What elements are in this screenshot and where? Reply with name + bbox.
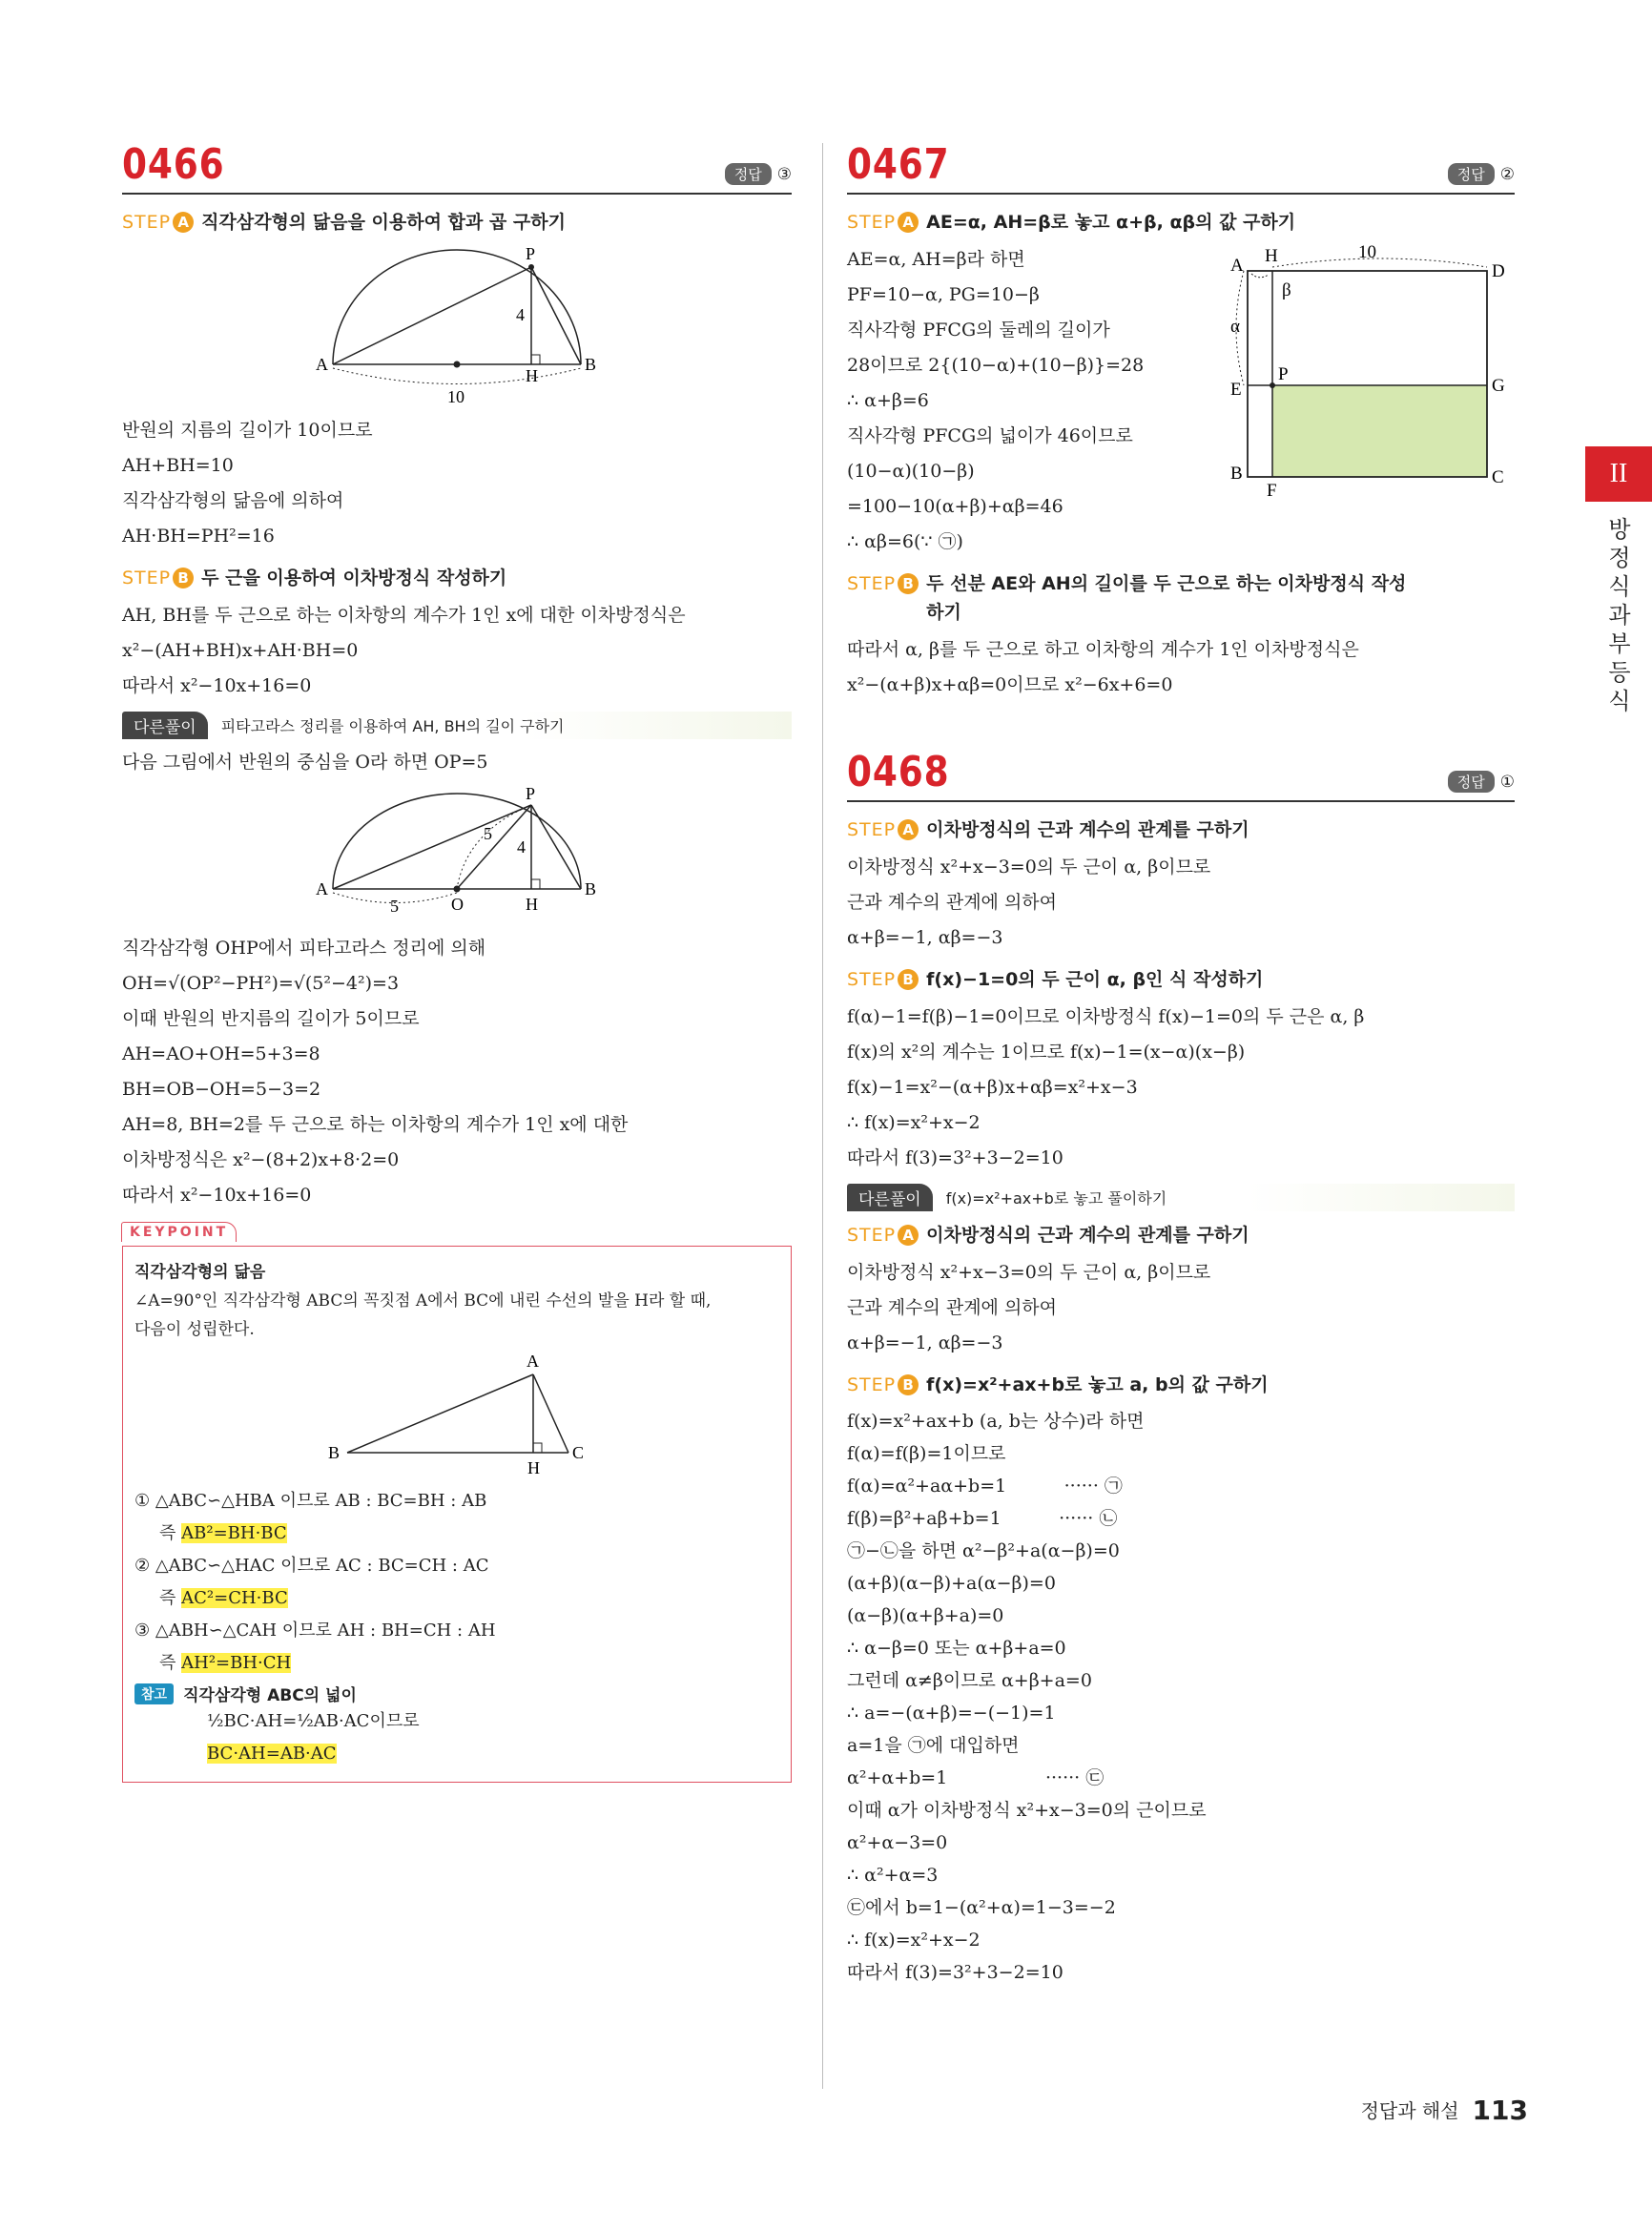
step-letter: A: [173, 212, 194, 233]
text-line: 따라서 α, β를 두 근으로 하고 이차항의 계수가 1인 이차방정식은: [847, 639, 1359, 660]
answer-value: ①: [1499, 773, 1515, 792]
text-line: 따라서 f(3)=3²+3−2=10: [847, 1147, 1063, 1168]
text-line: (α+β)(α−β)+a(α−β)=0: [847, 1573, 1056, 1594]
step-title: 이차방정식의 근과 계수의 관계를 구하기: [926, 1225, 1249, 1246]
keypoint-item: ① △ABC∽△HBA 이므로 AB : BC=BH : AB: [134, 1491, 487, 1511]
label-4: 4: [516, 305, 525, 324]
text-line: 이차방정식 x²+x−3=0의 두 근이 α, β이므로: [847, 1262, 1211, 1283]
page-footer: [1361, 2095, 1528, 2126]
text-line: ∴ αβ=6(∵ ㉠): [847, 531, 963, 552]
step-a: [847, 208, 1515, 237]
label-4: 4: [517, 837, 526, 857]
keypoint-tag: KEYPOINT: [121, 1222, 237, 1242]
text-line: x²−(AH+BH)x+AH·BH=0: [122, 640, 359, 661]
note: [134, 1682, 779, 1705]
text-line: 28이므로 2{(10−α)+(10−β)}=28: [847, 355, 1145, 376]
keypoint-item: ③ △ABH∽△CAH 이므로 AH : BH=CH : AH: [134, 1621, 496, 1641]
step-tag: STEP: [847, 573, 897, 594]
chapter-tab: II: [1585, 446, 1652, 502]
note-title: 직각삼각형 ABC의 넓이: [183, 1686, 357, 1705]
keypoint-desc: 다음이 성립한다.: [134, 1320, 255, 1339]
step-title: AE=α, AH=β로 놓고 α+β, αβ의 값 구하기: [926, 212, 1296, 233]
label-g: G: [1492, 376, 1505, 396]
label-a: A: [316, 879, 328, 898]
problem-0468: [847, 741, 1515, 1989]
step-title: f(x)=x²+ax+b로 놓고 a, b의 값 구하기: [926, 1374, 1269, 1395]
step-title: f(x)−1=0의 두 근이 α, β인 식 작성하기: [926, 969, 1264, 990]
answer-badge: 정답: [1448, 163, 1495, 185]
keypoint-item-result: [134, 1647, 779, 1680]
alt-tag: 다른풀이: [122, 712, 208, 739]
problem-number: 0468: [847, 748, 950, 796]
label-h: H: [526, 366, 538, 385]
text-line: (α−β)(α+β+a)=0: [847, 1605, 1004, 1626]
step-tag: STEP: [847, 819, 897, 840]
text-line: f(α)=f(β)=1이므로: [847, 1443, 1006, 1464]
text-line: 그런데 α≠β이므로 α+β+a=0: [847, 1670, 1092, 1691]
right-triangle-figure: [319, 1348, 595, 1481]
label-f: F: [1267, 481, 1277, 500]
text-line: 따라서 f(3)=3²+3−2=10: [847, 1962, 1063, 1983]
label-d: D: [1492, 261, 1505, 281]
text-line: 직각삼각형의 닮음에 의하여: [122, 490, 344, 511]
label-5b: 5: [484, 824, 492, 843]
solution-with-figure: [847, 242, 1515, 560]
step-a: [847, 1221, 1515, 1249]
text-line: f(α)−1=f(β)−1=0이므로 이차방정식 f(x)−1=0의 두 근은 α, β: [847, 1006, 1365, 1027]
step-title: 직각삼각형의 닮음을 이용하여 합과 곱 구하기: [201, 212, 566, 233]
text-line: α²+α+b=1 ······ ㉢: [847, 1767, 1105, 1788]
label-10: 10: [447, 387, 465, 406]
label-p: P: [526, 784, 536, 803]
step-title: 두 근을 이용하여 이차방정식 작성하기: [201, 568, 507, 588]
label-h: H: [527, 1458, 540, 1477]
problem-header: [847, 134, 1515, 195]
text-line: 직사각형 PFCG의 둘레의 길이가: [847, 320, 1110, 341]
problem-header: [122, 134, 792, 195]
text-line: (10−α)(10−β): [847, 461, 975, 482]
text-line: PF=10−α, PG=10−β: [847, 284, 1040, 305]
keypoint-item: ② △ABC∽△HAC 이므로 AC : BC=CH : AC: [134, 1556, 489, 1576]
text-line: 근과 계수의 관계에 의하여: [847, 1297, 1058, 1318]
step-letter: B: [898, 1374, 919, 1395]
answer: [1448, 163, 1515, 185]
label-5a: 5: [390, 897, 399, 916]
step-b: [122, 564, 792, 592]
text-line: 이차방정식은 x²−(8+2)x+8·2=0: [122, 1149, 400, 1170]
prefix: 즉: [159, 1523, 182, 1543]
text-line: f(α)=α²+aα+b=1 ······ ㉠: [847, 1476, 1123, 1497]
text-line: ∴ f(x)=x²+x−2: [847, 1930, 981, 1951]
prefix: 즉: [159, 1588, 182, 1608]
label-c: C: [1492, 467, 1504, 487]
text-line: 이차방정식 x²+x−3=0의 두 근이 α, β이므로: [847, 857, 1211, 878]
label-o: O: [451, 895, 464, 914]
problem-header: [847, 741, 1515, 802]
text-line: f(x)=x²+ax+b (a, b는 상수)라 하면: [847, 1411, 1145, 1432]
alternative-solution: [847, 1184, 1515, 1211]
text-line: x²−(α+β)x+αβ=0이므로 x²−6x+6=0: [847, 674, 1173, 695]
text-line: AH=AO+OH=5+3=8: [122, 1043, 320, 1064]
label-b: B: [328, 1443, 341, 1462]
note-line: ½BC·AH=½AB·AC이므로: [207, 1711, 420, 1731]
step-tag: STEP: [122, 212, 172, 233]
text-line: 근과 계수의 관계에 의하여: [847, 892, 1058, 913]
text-line: 이때 α가 이차방정식 x²+x−3=0의 근이므로: [847, 1800, 1207, 1821]
label-a: A: [1230, 256, 1244, 276]
right-column: [847, 134, 1515, 1989]
problem-0466: [122, 134, 792, 1783]
text-line: AH, BH를 두 근으로 하는 이차항의 계수가 1인 x에 대한 이차방정식은: [122, 605, 686, 626]
problem-0467: [847, 134, 1515, 703]
text-line: ∴ f(x)=x²+x−2: [847, 1112, 981, 1133]
step-b: [847, 569, 1515, 627]
answer-value: ③: [776, 165, 792, 184]
keypoint-item-result: [134, 1518, 779, 1550]
text-line: f(x)의 x²의 계수는 1이므로 f(x)−1=(x−α)(x−β): [847, 1042, 1246, 1063]
highlight: AC²=CH·BC: [181, 1588, 288, 1608]
text-line: =100−10(α+β)+αβ=46: [847, 496, 1063, 517]
column-divider: [822, 143, 823, 2089]
text-line: AH=8, BH=2를 두 근으로 하는 이차항의 계수가 1인 x에 대한: [122, 1114, 629, 1135]
step-letter: A: [898, 212, 919, 233]
text-line: 따라서 x²−10x+16=0: [122, 675, 312, 696]
text-line: α²+α−3=0: [847, 1832, 948, 1853]
alternative-solution: [122, 712, 792, 739]
text-line: 반원의 지름의 길이가 10이므로: [122, 420, 373, 441]
answer-value: ②: [1499, 165, 1515, 184]
text-line: 다음 그림에서 반원의 중심을 O라 하면 OP=5: [122, 752, 488, 773]
label-e: E: [1230, 380, 1242, 400]
note-line: [134, 1738, 779, 1770]
label-h: H: [1265, 246, 1278, 266]
step-tag: STEP: [847, 969, 897, 990]
semicircle-figure-2: [314, 784, 600, 927]
text-line: ∴ a=−(α+β)=−(−1)=1: [847, 1703, 1056, 1724]
text-line: ∴ α²+α=3: [847, 1865, 939, 1886]
alt-title: f(x)=x²+ax+b로 놓고 풀이하기: [945, 1189, 1167, 1208]
solution-text: [847, 242, 1229, 560]
keypoint-box: [122, 1225, 792, 1783]
step-title: 두 선분 AE와 AH의 길이를 두 근으로 하는 이차방정식 작성: [926, 573, 1407, 594]
semicircle-figure-1: [314, 242, 600, 409]
step-letter: B: [898, 573, 919, 594]
step-b: [847, 965, 1515, 994]
keypoint-desc: ∠A=90°인 직각삼각형 ABC의 꼭짓점 A에서 BC에 내린 수선의 발을 H라 할 때,: [134, 1291, 712, 1311]
step-letter: B: [173, 568, 194, 588]
text-line: 이때 반원의 반지름의 길이가 5이므로: [122, 1008, 420, 1029]
label-b: B: [1230, 464, 1243, 484]
text-line: ∴ α−β=0 또는 α+β+a=0: [847, 1638, 1066, 1659]
text-line: f(β)=β²+aβ+b=1 ······ ㉡: [847, 1508, 1118, 1529]
answer-badge: 정답: [1448, 771, 1495, 793]
highlight: BC·AH=AB·AC: [207, 1744, 337, 1764]
label-a: A: [316, 355, 328, 374]
label-b: B: [585, 355, 597, 374]
answer: [725, 163, 792, 185]
alt-title: 피타고라스 정리를 이용하여 AH, BH의 길이 구하기: [220, 717, 565, 735]
text-line: AH·BH=PH²=16: [122, 526, 275, 547]
alt-tag: 다른풀이: [847, 1184, 933, 1211]
step-tag: STEP: [847, 212, 897, 233]
text-line: f(x)−1=x²−(α+β)x+αβ=x²+x−3: [847, 1077, 1138, 1098]
label-c: C: [572, 1443, 585, 1462]
label-p: P: [1278, 364, 1289, 384]
text-line: α+β=−1, αβ=−3: [847, 1332, 1003, 1353]
text-line: ∴ α+β=6: [847, 390, 929, 411]
text-line: BH=OB−OH=5−3=2: [122, 1079, 321, 1100]
step-letter: A: [898, 819, 919, 840]
text-line: OH=√(OP²−PH²)=√(5²−4²)=3: [122, 973, 400, 994]
label-a: A: [527, 1352, 539, 1371]
chapter-title: 방정식과 부등식: [1608, 516, 1631, 714]
prefix: 즉: [159, 1653, 182, 1673]
label-b: B: [585, 879, 597, 898]
step-tag: STEP: [122, 568, 172, 588]
text-line: a=1을 ㉠에 대입하면: [847, 1735, 1020, 1756]
keypoint-item-result: [134, 1582, 779, 1615]
problem-number: 0466: [122, 140, 225, 189]
highlight: AB²=BH·BC: [181, 1523, 287, 1543]
step-b: [847, 1371, 1515, 1399]
note-tag: 참고: [134, 1683, 174, 1704]
text-line: ㉢에서 b=1−(α²+α)=1−3=−2: [847, 1897, 1116, 1918]
step-tag: STEP: [847, 1374, 897, 1395]
step-letter: A: [898, 1225, 919, 1246]
footer-label: 정답과 해설: [1360, 2099, 1459, 2122]
label-p: P: [526, 244, 536, 263]
label-alpha: α: [1230, 317, 1240, 337]
answer-badge: 정답: [725, 163, 772, 185]
label-h: H: [526, 895, 538, 914]
page-number: 113: [1472, 2095, 1528, 2126]
text-line: 따라서 x²−10x+16=0: [122, 1185, 312, 1206]
text-line: 직사각형 PFCG의 넓이가 46이므로: [847, 425, 1133, 446]
text-line: 직각삼각형 OHP에서 피타고라스 정리에 의해: [122, 938, 486, 959]
step-letter: B: [898, 969, 919, 990]
label-10: 10: [1358, 242, 1376, 262]
highlight: AH²=BH·CH: [181, 1653, 292, 1673]
label-beta: β: [1282, 280, 1291, 300]
text-line: AH+BH=10: [122, 455, 234, 476]
problem-number: 0467: [847, 140, 950, 189]
text-line: α+β=−1, αβ=−3: [847, 927, 1003, 948]
answer: [1448, 771, 1515, 793]
step-tag: STEP: [847, 1225, 897, 1246]
text-line: AE=α, AH=β라 하면: [847, 249, 1025, 270]
step-title: 이차방정식의 근과 계수의 관계를 구하기: [926, 819, 1249, 840]
text-line: ㉠−㉡을 하면 α²−β²+a(α−β)=0: [847, 1540, 1120, 1561]
step-a: [122, 208, 792, 237]
step-a: [847, 816, 1515, 844]
step-title-cont: 하기: [926, 602, 961, 623]
keypoint-title: 직각삼각형의 닮음: [134, 1263, 266, 1282]
square-figure: [1229, 242, 1515, 500]
